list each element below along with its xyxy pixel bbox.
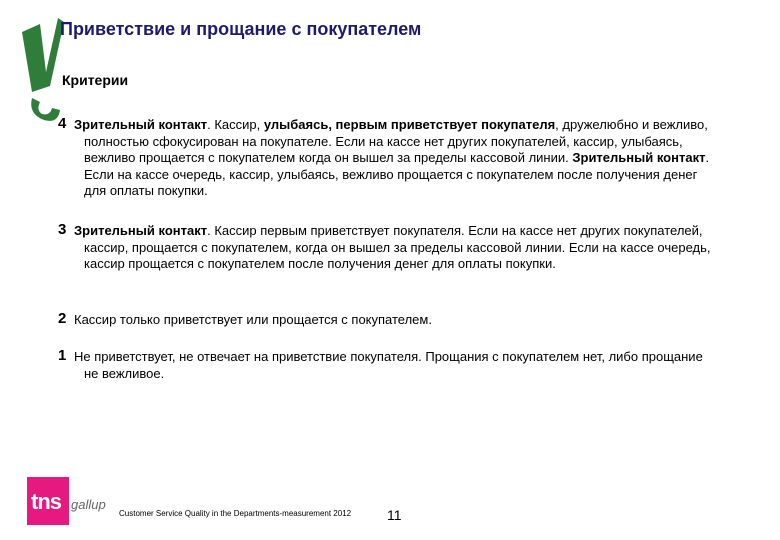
page-number: 11 bbox=[387, 507, 402, 523]
criterion-4 bbox=[58, 117, 718, 200]
criterion-3 bbox=[58, 223, 718, 273]
criterion-score: 1 bbox=[58, 347, 67, 364]
tns-logo-text: tns bbox=[31, 489, 61, 514]
section-subtitle: Критерии bbox=[62, 72, 129, 88]
gallup-logo-text: gallup bbox=[71, 497, 106, 512]
criterion-text: Кассир только приветствует или прощается с покупателем. bbox=[74, 312, 432, 327]
criterion-2 bbox=[58, 312, 718, 329]
criterion-text: Зрительный контакт. Кассир, улыбаясь, первым приветствует покупателя, дружелюбно и вежливо, полностью сфокусирован на покупателе. Если на кассе нет других покупателей, кассир, улыбаясь, вежливо прощается с покупателем когда он вышел за пределы кассовой линии. Зрительный контакт. Если на кассе очередь, кассир, улыбаясь, вежливо прощается с покупателем после получения денег для оплаты покупки. bbox=[74, 117, 710, 198]
criterion-text: Не приветствует, не отвечает на приветствие покупателя. Прощания с покупателем нет, либо прощание не вежливое. bbox=[74, 349, 703, 381]
footer-text: Customer Service Quality in the Departments-measurement 2012 bbox=[119, 509, 352, 518]
criterion-text: Зрительный контакт. Кассир первым приветствует покупателя. Если на кассе нет других покупателей, кассир, прощается с покупателем, когда он вышел за пределы кассовой линии. Если на кассе очередь, кассир прощается с покупателем после получения денег для оплаты покупки. bbox=[74, 223, 711, 271]
criterion-score: 3 bbox=[58, 221, 67, 238]
page-title: Приветствие и прощание с покупателем bbox=[60, 19, 422, 39]
tns-gallup-logo bbox=[27, 477, 105, 525]
criterion-score: 2 bbox=[58, 310, 67, 327]
tns-logo-box bbox=[27, 477, 69, 525]
criterion-1 bbox=[58, 349, 718, 382]
criterion-score: 4 bbox=[58, 115, 67, 132]
